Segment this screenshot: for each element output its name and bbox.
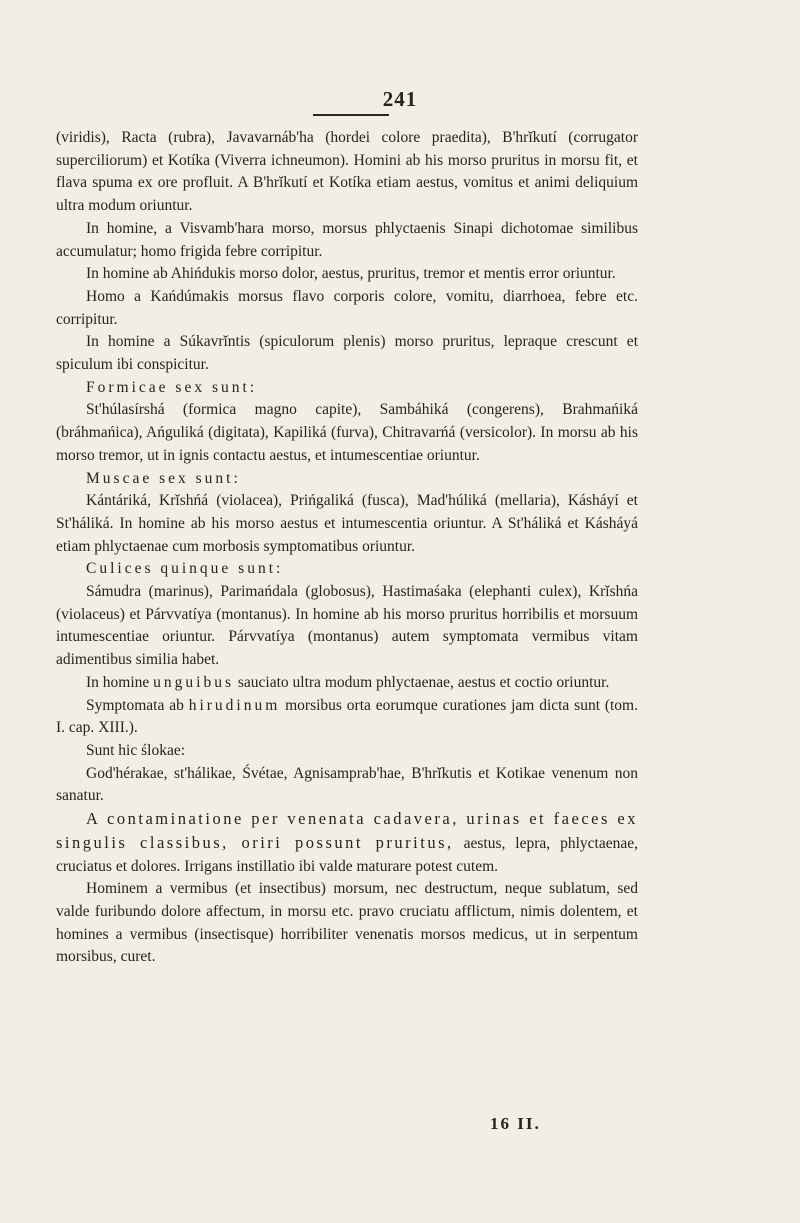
paragraph-14: [56, 740, 638, 763]
paragraph-13: [56, 695, 638, 740]
heading-culices: [56, 558, 638, 581]
text-run: Sunt hic ślokae:: [86, 741, 186, 759]
paragraph-3: [56, 263, 638, 286]
paragraph-11: [56, 581, 638, 672]
spaced-text: Culices quinque sunt:: [86, 560, 284, 578]
spaced-text: Formicae sex sunt:: [86, 378, 258, 396]
text-run: Homo a Kańdúmakis morsus flavo corporis colore, vomitu, diarrhoea, febre etc. corripitur.: [56, 287, 638, 328]
text-run: (viridis), Racta (rubra), Javavarnáb'ha (hordei colore praedita), B'hrĭkutí (corrugator superciliorum) et Kotíka (Viverra ichneumon). Homini ab his morso pruritus in morsu fit, et flava spuma ex ore profluit. A B'hrĭkutí et Kotíka etiam aestus, vomitus et animi deliquium ultra modum oriuntur.: [56, 129, 638, 215]
heading-formicae: [56, 377, 638, 400]
text-run: Kántáriká, Krĭshńá (violacea), Prińgaliká (fusca), Mad'húliká (mellaria), Kásháyí et St'háliká. In homine ab his morso aestus et intumescentia oriuntur. A St'háliká et Kásháyá etiam phlyctaenae cum morbosis symptomatibus oriuntur.: [56, 492, 638, 555]
paragraph-7: [56, 399, 638, 467]
text-run: St'húlasírshá (formica magno capite), Sambáhiká (congerens), Brahmańiká (bráhmańica), Ańguliká (digitata), Kapiliká (furva), Chitravarńá (versicolor). In morsu ab his morso tremor, ut in ignis contactu aestus, et intumescentiae oriuntur.: [56, 401, 638, 464]
paragraph-2: [56, 218, 638, 263]
page-number: 241: [382, 87, 418, 111]
paragraph-5: [56, 331, 638, 376]
paragraph-15: [56, 763, 638, 808]
text-run: aestus, lepra, phlyctaenae, cruciatus et dolores. Irrigans instillatio ibi valde maturare potest cutem.: [56, 834, 638, 875]
text-run: Hominem a vermibus (et insectibus) morsum, nec destructum, neque sublatum, sed valde furibundo dolore affectum, in morsu etc. pravo cruciatu afflictum, nimis dolentem, et homines a vermibus (insectisque) horribiliter venenatis morsos medicus, ut in serpentum morsibus, curet.: [56, 880, 638, 966]
spaced-text: unguibus: [153, 673, 234, 691]
paragraph-1: [56, 127, 638, 218]
text-run: In homine a Súkavrĭntis (spiculorum plenis) morso pruritus, lepraque crescunt et spiculum ibi conspicitur.: [56, 333, 638, 374]
text-run: Sámudra (marinus), Parimańdala (globosus), Hastimaśaka (elephanti culex), Krĭshńa (violaceus) et Párvvatíya (montanus). In homine ab his morso pruritus horribilis et morsuum intumescentiae oriuntur. Párvvatíya (montanus) autem symptomata vermibus vitam adimentibus similia habet.: [56, 583, 638, 669]
signature-mark: 16 II.: [490, 1114, 541, 1133]
text-run: Symptomata ab: [86, 696, 189, 714]
text-run: In homine ab Ahińdukis morso dolor, aestus, pruritus, tremor et mentis error oriuntur.: [86, 265, 616, 283]
paragraph-17: [56, 878, 638, 969]
text-run: morsibus orta eorumque curationes jam dicta sunt (tom. I. cap. XIII.).: [56, 696, 638, 737]
text-run: In homine, a Visvamb'hara morso, morsus phlyctaenis Sinapi dichotomae similibus accumulatur; homo frigida febre corripitur.: [56, 219, 638, 260]
text-run: In homine: [86, 673, 154, 691]
body-text: [56, 127, 638, 969]
paragraph-16: [56, 808, 638, 878]
spaced-text: Muscae sex sunt:: [86, 469, 241, 487]
text-run: God'hérakae, st'hálikae, Śvétae, Agnisamprab'hae, B'hrĭkutis et Kotikae venenum non sanatur.: [56, 764, 638, 805]
header-rule: [313, 114, 389, 116]
paragraph-12: [56, 672, 638, 695]
text-run: sauciato ultra modum phlyctaenae, aestus et coctio oriuntur.: [234, 673, 610, 691]
spaced-text: A contaminatione per venenata cadavera, urinas et faeces ex singulis classibus, oriri possunt pruritus,: [56, 809, 638, 852]
paragraph-4: [56, 286, 638, 331]
heading-muscae: [56, 468, 638, 491]
paragraph-9: [56, 490, 638, 558]
spaced-text: hirudinum: [188, 696, 281, 714]
